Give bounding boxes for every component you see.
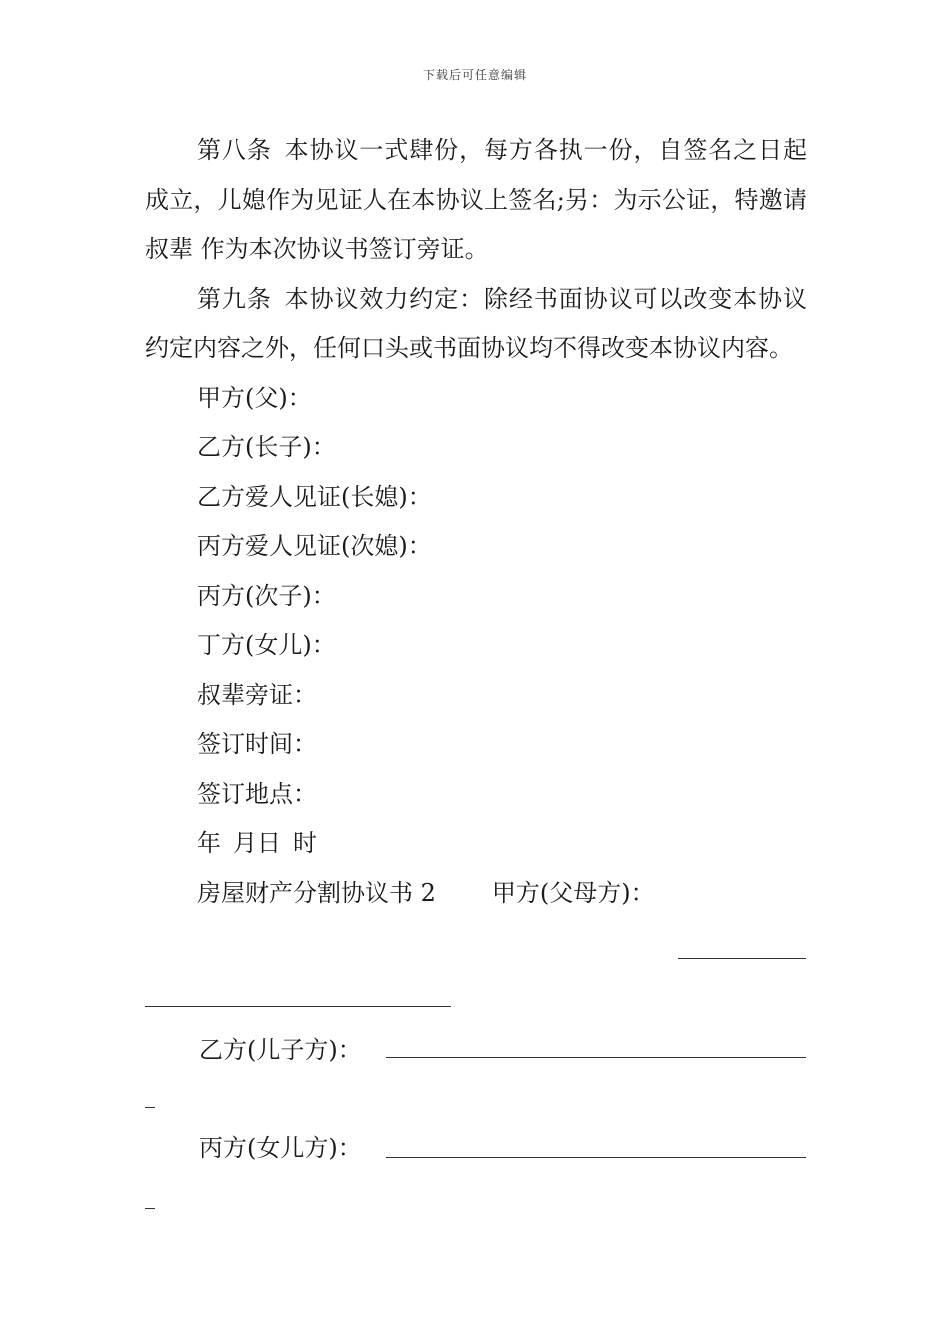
signature-party-c: 丙方(次子)：: [197, 581, 336, 610]
article-8-label: 第八条: [197, 136, 272, 164]
date-year: 年: [197, 829, 221, 857]
party-c-fill-line: [386, 1157, 806, 1158]
signature-party-b-spouse: 乙方爱人见证(长媳)：: [197, 482, 432, 511]
article-9: [145, 275, 807, 374]
date-hour: 时: [293, 829, 317, 857]
signature-party-c-spouse: 丙方爱人见证(次媳)：: [197, 532, 432, 560]
page-header: 下载后可任意编辑: [422, 68, 527, 82]
second-agreement-title-line: [145, 869, 807, 919]
party-b-row: [145, 1030, 807, 1065]
party-b-label: 乙方(儿子方)：: [199, 1036, 362, 1064]
article-8-text: 本协议一式肆份，每方各执一份，自签名之日起成立，儿媳作为见证人在本协议上签名;另：为示公证，特邀请叔辈 作为本次协议书签订旁证。: [145, 136, 807, 263]
signature-witness: 叔辈旁证：: [197, 680, 317, 709]
signing-time: 签订时间：: [197, 730, 317, 758]
date-month-day: 月日: [233, 829, 281, 857]
party-a-fill-line-continued: [145, 1006, 451, 1007]
document-body: [145, 126, 807, 918]
second-agreement-title: 房屋财产分割协议书 2: [197, 878, 436, 907]
party-c-label: 丙方(女儿方)：: [199, 1134, 362, 1162]
date-line: [145, 819, 807, 869]
article-9-text: 本协议效力约定：除经书面协议可以改变本协议约定内容之外，任何口头或书面协议均不得改变本协议内容。: [145, 284, 807, 362]
party-c-fill-line-continued: [145, 1208, 155, 1209]
signature-party-b: 乙方(长子)：: [197, 433, 336, 461]
party-b-fill-line: [386, 1057, 806, 1058]
article-9-label: 第九条: [197, 284, 272, 313]
signature-party-a: 甲方(父)：: [197, 383, 312, 412]
party-b-fill-line-continued: [145, 1107, 155, 1108]
article-8: [145, 126, 807, 275]
party-a-label: 甲方(父母方)：: [491, 878, 655, 907]
signing-place: 签订地点：: [197, 779, 317, 808]
party-a-fill-line: [678, 958, 806, 959]
signature-party-d: 丁方(女儿)：: [197, 631, 336, 659]
